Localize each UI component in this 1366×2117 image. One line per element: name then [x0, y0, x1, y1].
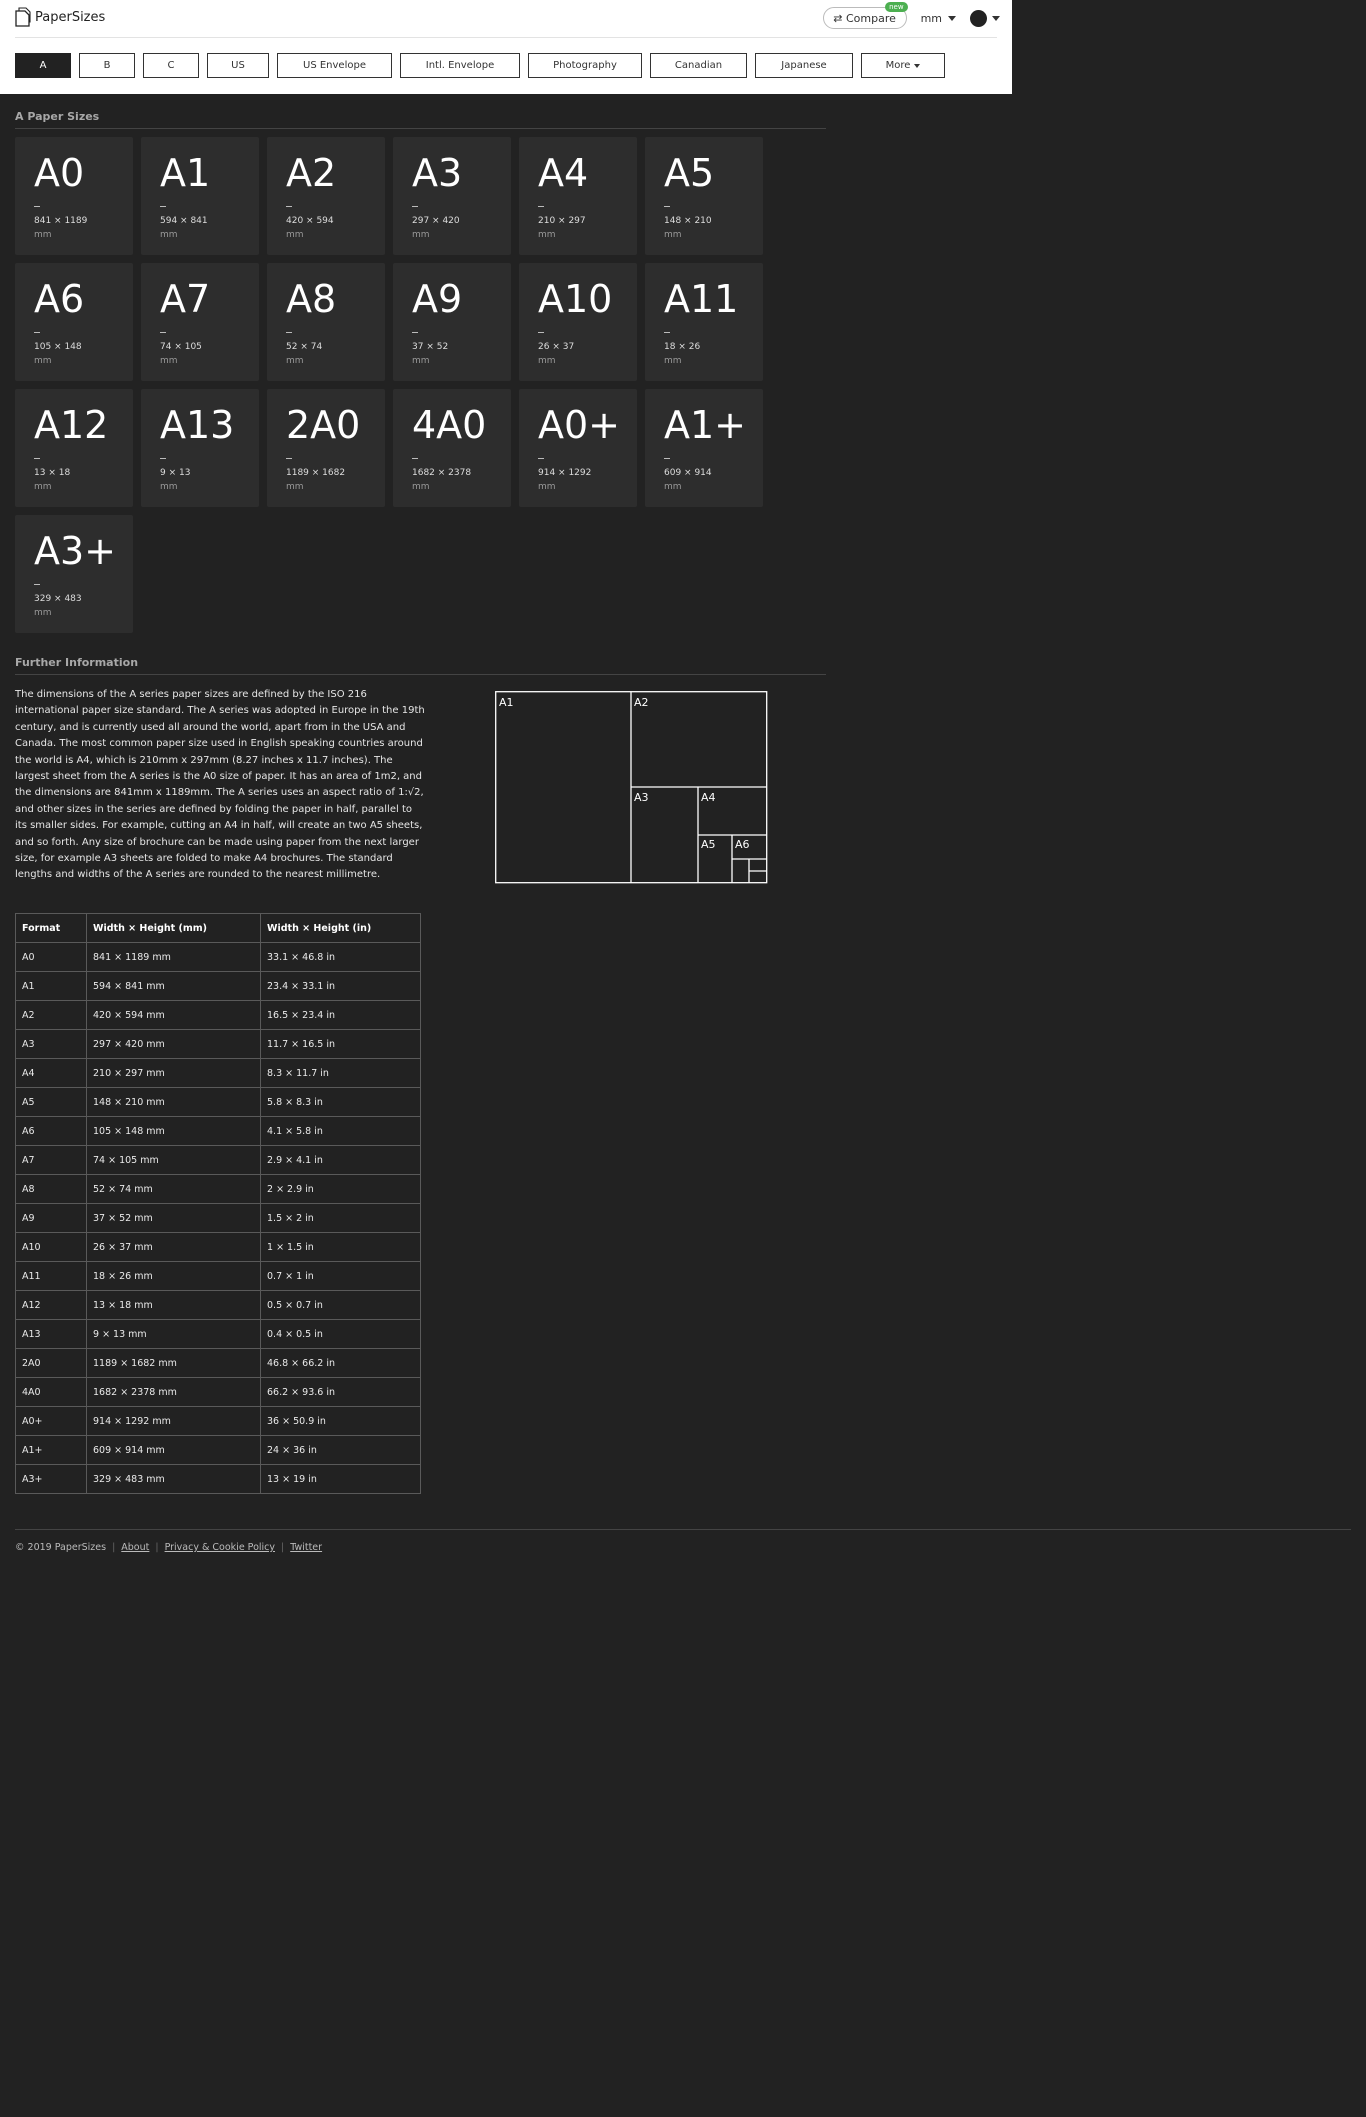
- size-cards-grid: [15, 137, 775, 633]
- tab-a[interactable]: [15, 53, 71, 78]
- size-unit: mm: [34, 608, 52, 618]
- cell-mm: 13 × 18 mm: [87, 1291, 261, 1320]
- size-card[interactable]: [15, 515, 133, 633]
- theme-toggle[interactable]: [970, 10, 1000, 27]
- tab-more[interactable]: [861, 53, 945, 78]
- compare-button[interactable]: [823, 3, 907, 29]
- size-card[interactable]: [15, 263, 133, 381]
- cell-in: 24 × 36 in: [261, 1436, 421, 1465]
- table-row: [16, 1262, 421, 1291]
- table-row: [16, 1465, 421, 1494]
- size-unit: mm: [664, 230, 682, 240]
- a-series-diagram: [495, 691, 768, 884]
- tab-label: C: [167, 60, 175, 71]
- diagram-label-a1: A1: [499, 696, 514, 709]
- footer-link-twitter[interactable]: Twitter: [290, 1542, 323, 1553]
- size-name: A0: [34, 151, 85, 195]
- size-unit: mm: [538, 356, 556, 366]
- cell-mm: 1682 × 2378 mm: [87, 1378, 261, 1407]
- size-card[interactable]: [141, 137, 259, 255]
- size-unit: mm: [286, 356, 304, 366]
- size-dimensions: 914 × 1292: [538, 468, 592, 478]
- size-dimensions: 297 × 420: [412, 216, 460, 226]
- size-name: A6: [34, 277, 85, 321]
- footer-separator: |: [155, 1542, 159, 1553]
- cell-in: 23.4 × 33.1 in: [261, 972, 421, 1001]
- table-row: [16, 943, 421, 972]
- cell-format: A0+: [16, 1407, 87, 1436]
- cell-mm: 74 × 105 mm: [87, 1146, 261, 1175]
- cell-in: 11.7 × 16.5 in: [261, 1030, 421, 1059]
- size-dimensions: 148 × 210: [664, 216, 712, 226]
- cell-in: 1.5 × 2 in: [261, 1204, 421, 1233]
- category-tabs: [15, 53, 953, 78]
- tab-us-envelope[interactable]: [277, 53, 392, 78]
- tab-japanese[interactable]: [755, 53, 853, 78]
- cell-mm: 105 × 148 mm: [87, 1117, 261, 1146]
- cell-format: A5: [16, 1088, 87, 1117]
- table-row: [16, 1088, 421, 1117]
- cell-format: A2: [16, 1001, 87, 1030]
- cell-in: 33.1 × 46.8 in: [261, 943, 421, 972]
- cell-format: A1+: [16, 1436, 87, 1465]
- tab-label: More: [885, 60, 911, 71]
- size-dimensions: 329 × 483: [34, 594, 82, 604]
- size-unit: mm: [286, 230, 304, 240]
- size-card[interactable]: [645, 263, 763, 381]
- size-card[interactable]: [15, 389, 133, 507]
- cell-mm: 609 × 914 mm: [87, 1436, 261, 1465]
- size-name: A12: [34, 403, 109, 447]
- cell-in: 0.7 × 1 in: [261, 1262, 421, 1291]
- dash-divider: [538, 206, 544, 207]
- logo-text: PaperSizes: [35, 9, 106, 25]
- cell-mm: 37 × 52 mm: [87, 1204, 261, 1233]
- size-unit: mm: [412, 356, 430, 366]
- cell-mm: 329 × 483 mm: [87, 1465, 261, 1494]
- dash-divider: [34, 458, 40, 459]
- tab-label: Japanese: [781, 60, 827, 71]
- footer-separator: |: [281, 1542, 285, 1553]
- cell-format: 2A0: [16, 1349, 87, 1378]
- logo[interactable]: [15, 7, 105, 27]
- dash-divider: [538, 458, 544, 459]
- dash-divider: [286, 458, 292, 459]
- column-header-in: Width × Height (in): [261, 914, 421, 943]
- dash-divider: [664, 458, 670, 459]
- tab-photography[interactable]: [528, 53, 642, 78]
- size-dimensions: 52 × 74: [286, 342, 323, 352]
- further-info-title: Further Information: [15, 656, 826, 675]
- size-dimensions: 13 × 18: [34, 468, 71, 478]
- diagram-label-a2: A2: [634, 696, 649, 709]
- cell-format: A4: [16, 1059, 87, 1088]
- size-name: A2: [286, 151, 337, 195]
- size-dimensions: 609 × 914: [664, 468, 712, 478]
- cell-in: 0.5 × 0.7 in: [261, 1291, 421, 1320]
- size-card[interactable]: [519, 389, 637, 507]
- size-dimensions: 1682 × 2378: [412, 468, 472, 478]
- size-dimensions: 18 × 26: [664, 342, 701, 352]
- size-table: [15, 913, 421, 1494]
- table-row: [16, 1320, 421, 1349]
- tab-label: A: [39, 60, 47, 71]
- tab-b[interactable]: [79, 53, 135, 78]
- size-card[interactable]: [141, 389, 259, 507]
- dash-divider: [34, 206, 40, 207]
- size-dimensions: 9 × 13: [160, 468, 191, 478]
- footer-separator: |: [112, 1542, 116, 1553]
- dash-divider: [34, 584, 40, 585]
- size-unit: mm: [34, 482, 52, 492]
- size-unit: mm: [412, 482, 430, 492]
- cell-in: 66.2 × 93.6 in: [261, 1378, 421, 1407]
- size-name: A3+: [34, 529, 117, 573]
- size-unit: mm: [412, 230, 430, 240]
- size-card[interactable]: [645, 389, 763, 507]
- cell-mm: 148 × 210 mm: [87, 1088, 261, 1117]
- size-name: A1: [160, 151, 211, 195]
- size-card[interactable]: [393, 263, 511, 381]
- size-name: A0+: [538, 403, 621, 447]
- chevron-down-icon: [948, 16, 956, 21]
- tab-label: US Envelope: [303, 60, 366, 71]
- size-card[interactable]: [267, 263, 385, 381]
- cell-in: 1 × 1.5 in: [261, 1233, 421, 1262]
- size-name: A5: [664, 151, 715, 195]
- cell-mm: 841 × 1189 mm: [87, 943, 261, 972]
- size-dimensions: 841 × 1189: [34, 216, 88, 226]
- size-dimensions: 420 × 594: [286, 216, 334, 226]
- table-row: [16, 1175, 421, 1204]
- cell-mm: 9 × 13 mm: [87, 1320, 261, 1349]
- unit-select[interactable]: [921, 12, 956, 25]
- size-unit: mm: [34, 230, 52, 240]
- cell-in: 0.4 × 0.5 in: [261, 1320, 421, 1349]
- size-name: A13: [160, 403, 235, 447]
- size-unit: mm: [160, 356, 178, 366]
- size-dimensions: 594 × 841: [160, 216, 208, 226]
- footer: [15, 1542, 322, 1553]
- dash-divider: [412, 332, 418, 333]
- unit-value: mm: [920, 11, 942, 25]
- footer-link-privacy[interactable]: Privacy & Cookie Policy: [164, 1542, 276, 1553]
- size-unit: mm: [160, 230, 178, 240]
- table-header-row: [16, 914, 421, 943]
- size-name: A3: [412, 151, 463, 195]
- size-card[interactable]: [267, 137, 385, 255]
- table-row: [16, 1059, 421, 1088]
- dash-divider: [412, 206, 418, 207]
- dash-divider: [538, 332, 544, 333]
- tab-label: Photography: [553, 60, 617, 71]
- header-divider: [15, 37, 997, 38]
- site-header: [0, 0, 1012, 94]
- size-unit: mm: [286, 482, 304, 492]
- size-name: A11: [664, 277, 739, 321]
- table-row: [16, 1030, 421, 1059]
- size-dimensions: 37 × 52: [412, 342, 449, 352]
- cell-format: A3+: [16, 1465, 87, 1494]
- table-row: [16, 1001, 421, 1030]
- size-name: A8: [286, 277, 337, 321]
- cell-mm: 594 × 841 mm: [87, 972, 261, 1001]
- chevron-down-icon: [992, 16, 1000, 21]
- size-dimensions: 26 × 37: [538, 342, 575, 352]
- cell-in: 13 × 19 in: [261, 1465, 421, 1494]
- cell-format: A8: [16, 1175, 87, 1204]
- size-card[interactable]: [393, 137, 511, 255]
- size-card[interactable]: [141, 263, 259, 381]
- cell-format: A13: [16, 1320, 87, 1349]
- table-row: [16, 1407, 421, 1436]
- cell-mm: 210 × 297 mm: [87, 1059, 261, 1088]
- cell-format: A0: [16, 943, 87, 972]
- cell-format: 4A0: [16, 1378, 87, 1407]
- cell-mm: 1189 × 1682 mm: [87, 1349, 261, 1378]
- dash-divider: [412, 458, 418, 459]
- tab-us[interactable]: [207, 53, 269, 78]
- new-badge: new: [885, 2, 907, 12]
- diagram-label-a6: A6: [735, 838, 750, 851]
- cell-in: 36 × 50.9 in: [261, 1407, 421, 1436]
- table-row: [16, 1204, 421, 1233]
- cell-mm: 297 × 420 mm: [87, 1030, 261, 1059]
- diagram-label-a5: A5: [701, 838, 716, 851]
- theme-circle-icon: [970, 10, 987, 27]
- size-unit: mm: [34, 356, 52, 366]
- header-actions: [823, 3, 1000, 29]
- cell-format: A10: [16, 1233, 87, 1262]
- cell-format: A11: [16, 1262, 87, 1291]
- cell-mm: 914 × 1292 mm: [87, 1407, 261, 1436]
- size-name: 4A0: [412, 403, 487, 447]
- size-dimensions: 105 × 148: [34, 342, 82, 352]
- size-name: A1+: [664, 403, 747, 447]
- table-row: [16, 1349, 421, 1378]
- size-dimensions: 1189 × 1682: [286, 468, 346, 478]
- dash-divider: [160, 206, 166, 207]
- footer-divider: [15, 1529, 1351, 1530]
- diagram-label-a4: A4: [701, 791, 716, 804]
- copyright: © 2019 PaperSizes: [15, 1542, 107, 1553]
- tab-intl-envelope[interactable]: [400, 53, 520, 78]
- table-row: [16, 972, 421, 1001]
- table-row: [16, 1378, 421, 1407]
- tab-label: Canadian: [674, 60, 723, 71]
- section-title: A Paper Sizes: [15, 110, 826, 129]
- size-card[interactable]: [267, 389, 385, 507]
- cell-mm: 18 × 26 mm: [87, 1262, 261, 1291]
- column-header-mm: Width × Height (mm): [87, 914, 261, 943]
- size-name: A9: [412, 277, 463, 321]
- table-row: [16, 1233, 421, 1262]
- size-name: A10: [538, 277, 613, 321]
- tab-label: B: [103, 60, 111, 71]
- cell-format: A1: [16, 972, 87, 1001]
- size-name: 2A0: [286, 403, 361, 447]
- cell-in: 2.9 × 4.1 in: [261, 1146, 421, 1175]
- cell-format: A7: [16, 1146, 87, 1175]
- cell-format: A9: [16, 1204, 87, 1233]
- tab-label: US: [231, 60, 245, 71]
- diagram-label-a3: A3: [634, 791, 649, 804]
- cell-in: 46.8 × 66.2 in: [261, 1349, 421, 1378]
- table-row: [16, 1146, 421, 1175]
- size-card[interactable]: [645, 137, 763, 255]
- paper-stack-icon: [15, 7, 31, 27]
- further-info-text: The dimensions of the A series paper sizes are defined by the ISO 216 international paper size standard. The A series was adopted in Europe in the 19th century, and is currently used all around the world, apart from in the USA and Canada. The most common paper size used in English speaking countries around the world is A4, which is 210mm x 297mm (8.27 inches x 11.7 inches). The largest sheet from the A series is the A0 size of paper. It has an area of 1m2, and the dimensions are 841mm x 1189mm. The A series uses an aspect ratio of 1:√2, and other sizes in the series are defined by folding the paper in half, parallel to its smaller sides. For example, cutting an A4 in half, will create an two A5 sheets, and so forth. Any size of brochure can be made using paper from the next larger size, for example A3 sheets are folded to make A4 brochures. The standard lengths and widths of the A series are rounded to the nearest millimetre.: [15, 689, 425, 881]
- size-card[interactable]: [519, 263, 637, 381]
- cell-format: A6: [16, 1117, 87, 1146]
- cell-in: 4.1 × 5.8 in: [261, 1117, 421, 1146]
- size-unit: mm: [664, 356, 682, 366]
- tab-c[interactable]: [143, 53, 199, 78]
- size-name: A7: [160, 277, 211, 321]
- tab-canadian[interactable]: [650, 53, 747, 78]
- cell-in: 2 × 2.9 in: [261, 1175, 421, 1204]
- table-row: [16, 1291, 421, 1320]
- cell-mm: 26 × 37 mm: [87, 1233, 261, 1262]
- size-unit: mm: [160, 482, 178, 492]
- size-name: A4: [538, 151, 589, 195]
- table-row: [16, 1436, 421, 1465]
- dash-divider: [160, 458, 166, 459]
- dash-divider: [286, 332, 292, 333]
- chevron-down-icon: [914, 64, 920, 68]
- size-unit: mm: [664, 482, 682, 492]
- cell-in: 16.5 × 23.4 in: [261, 1001, 421, 1030]
- dash-divider: [286, 206, 292, 207]
- dash-divider: [664, 332, 670, 333]
- footer-link-about[interactable]: About: [121, 1542, 150, 1553]
- dash-divider: [34, 332, 40, 333]
- cell-mm: 52 × 74 mm: [87, 1175, 261, 1204]
- size-dimensions: 74 × 105: [160, 342, 202, 352]
- column-header-format: Format: [16, 914, 87, 943]
- cell-in: 5.8 × 8.3 in: [261, 1088, 421, 1117]
- compare-label: ⇄ Compare: [833, 11, 896, 25]
- size-unit: mm: [538, 482, 556, 492]
- size-card[interactable]: [519, 137, 637, 255]
- tab-label: Intl. Envelope: [425, 60, 495, 71]
- dash-divider: [160, 332, 166, 333]
- cell-format: A3: [16, 1030, 87, 1059]
- size-card[interactable]: [15, 137, 133, 255]
- cell-in: 8.3 × 11.7 in: [261, 1059, 421, 1088]
- dash-divider: [664, 206, 670, 207]
- cell-format: A12: [16, 1291, 87, 1320]
- size-dimensions: 210 × 297: [538, 216, 586, 226]
- size-card[interactable]: [393, 389, 511, 507]
- cell-mm: 420 × 594 mm: [87, 1001, 261, 1030]
- table-row: [16, 1117, 421, 1146]
- size-unit: mm: [538, 230, 556, 240]
